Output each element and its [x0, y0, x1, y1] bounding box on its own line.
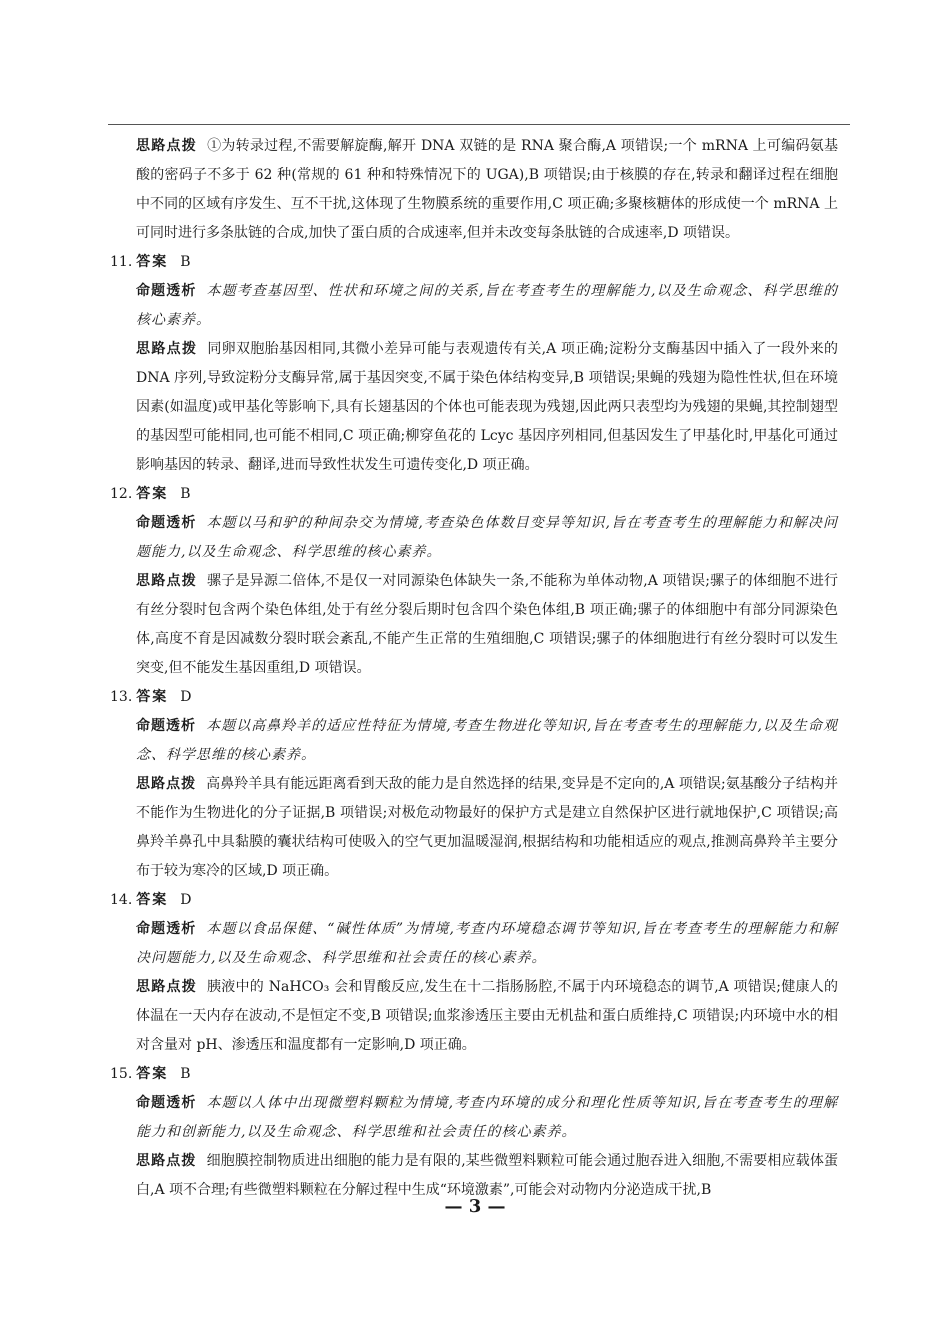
continuation-analysis: [110, 132, 838, 248]
question-number: 15.: [110, 1066, 133, 1082]
question-intro: [110, 277, 838, 335]
analysis-text: 胰液中的 NaHCO₃ 会和胃酸反应,发生在十二指肠肠腔,不属于内环境稳态的调节,A 项错误;健康人的体温在一天内存在波动,不是恒定不变,B 项错误;血浆渗透压主要由无机盐和蛋白质维持,C 项错误;内环境中水的相对含量对 pH、渗透压和温度都有一定影响,D 项正确。: [136, 979, 838, 1053]
question-analysis: [110, 567, 838, 683]
question-intro: [110, 712, 838, 770]
question-number: 14.: [110, 892, 133, 908]
answer-label: 答案: [136, 486, 169, 502]
question-intro: [110, 509, 838, 567]
answer-line: [110, 683, 838, 712]
analysis-text: 同卵双胞胎基因相同,其微小差异可能与表观遗传有关,A 项正确;淀粉分支酶基因中插入了一段外来的 DNA 序列,导致淀粉分支酶异常,属于基因突变,不属于染色体结构变异,B 项错误;果蝇的残翅为隐性性状,但在环境因素(如温度)或甲基化等影响下,具有长翅基因的个体也可能表现为残翅,因此两只表型均为残翅的果蝇,其控制翅型的基因型可能相同,也可能不相同,C 项正确;柳穿鱼花的 Lcyc 基因序列相同,但基因发生了甲基化时,甲基化可通过影响基因的转录、翻译,进而导致性状发生可遗传变化,D 项正确。: [136, 341, 838, 473]
analysis-text: 骡子是异源二倍体,不是仅一对同源染色体缺失一条,不能称为单体动物,A 项错误;骡子的体细胞不进行有丝分裂时包含两个染色体组,处于有丝分裂后期时包含四个染色体组,B 项正确;骡子的体细胞中有部分同源染色体,高度不育是因减数分裂时联会紊乱,不能产生正常的生殖细胞,C 项错误;骡子的体细胞进行有丝分裂时可以发生突变,但不能发生基因重组,D 项错误。: [136, 573, 838, 676]
answer-label: 答案: [136, 254, 169, 270]
answer-label: 答案: [136, 1066, 169, 1082]
analysis-label: 思路点拨: [136, 341, 198, 357]
analysis-label: 思路点拨: [136, 776, 197, 792]
question-intro: [110, 1089, 838, 1147]
intro-label: 命题透析: [136, 921, 197, 937]
intro-label: 命题透析: [136, 1095, 197, 1111]
intro-text: 本题考查基因型、性状和环境之间的关系,旨在考查考生的理解能力,以及生命观念、科学思维的核心素养。: [136, 283, 838, 328]
intro-text: 本题以高鼻羚羊的适应性特征为情境,考查生物进化等知识,旨在考查考生的理解能力,以及生命观念、科学思维的核心素养。: [136, 718, 838, 763]
page-content: [110, 132, 838, 1205]
question-block-15: [110, 1060, 838, 1205]
analysis-label: 思路点拨: [136, 979, 198, 995]
question-analysis: [110, 973, 838, 1060]
answer-value: D: [180, 689, 192, 705]
answer-line: [110, 886, 838, 915]
intro-text: 本题以食品保健、“碱性体质”为情境,考查内环境稳态调节等知识,旨在考查考生的理解能力和解决问题能力,以及生命观念、科学思维和社会责任的核心素养。: [136, 921, 839, 966]
answer-value: B: [180, 1066, 191, 1082]
question-block-12: [110, 480, 838, 683]
page-number: — 3 —: [444, 1196, 506, 1217]
intro-text: 本题以人体中出现微塑料颗粒为情境,考查内环境的成分和理化性质等知识,旨在考查考生的理解能力和创新能力,以及生命观念、科学思维和社会责任的核心素养。: [136, 1095, 838, 1140]
question-analysis: [110, 770, 838, 886]
answer-value: B: [180, 254, 191, 270]
answer-label: 答案: [136, 892, 169, 908]
intro-label: 命题透析: [136, 515, 197, 531]
top-rule: [108, 124, 850, 125]
analysis-label: 思路点拨: [136, 1153, 197, 1169]
answer-value: B: [180, 486, 191, 502]
answer-line: [110, 480, 838, 509]
question-number: 11.: [110, 254, 133, 270]
analysis-label: 思路点拨: [136, 138, 198, 154]
question-block-11: [110, 248, 838, 480]
answer-line: [110, 248, 838, 277]
answer-value: D: [180, 892, 192, 908]
intro-text: 本题以马和驴的种间杂交为情境,考查染色体数目变异等知识,旨在考查考生的理解能力和解决问题能力,以及生命观念、科学思维的核心素养。: [136, 515, 838, 560]
answer-line: [110, 1060, 838, 1089]
analysis-text: ①为转录过程,不需要解旋酶,解开 DNA 双链的是 RNA 聚合酶,A 项错误;一个 mRNA 上可编码氨基酸的密码子不多于 62 种(常规的 61 种和特殊情况下的 UGA),B 项错误;由于核膜的存在,转录和翻译过程在细胞中不同的区域有序发生、互不干扰,这体现了生物膜系统的重要作用,C 项正确;多聚核糖体的形成使一个 mRNA 上可同时进行多条肽链的合成,加快了蛋白质的合成速率,但并未改变每条肽链的合成速率,D 项错误。: [136, 138, 839, 241]
analysis-text: 细胞膜控制物质进出细胞的能力是有限的,某些微塑料颗粒可能会通过胞吞进入细胞,不需要相应载体蛋白,A 项不合理;有些微塑料颗粒在分解过程中生成“环境激素”,可能会对动物内分泌造成干扰,B: [136, 1153, 839, 1198]
analysis-label: 思路点拨: [136, 573, 197, 589]
answer-label: 答案: [136, 689, 169, 705]
intro-label: 命题透析: [136, 718, 197, 734]
question-block-13: [110, 683, 838, 886]
question-number: 12.: [110, 486, 133, 502]
analysis-text: 高鼻羚羊具有能远距离看到天敌的能力是自然选择的结果,变异是不定向的,A 项错误;氨基酸分子结构并不能作为生物进化的分子证据,B 项错误;对极危动物最好的保护方式是建立自然保护区进行就地保护,C 项错误;高鼻羚羊鼻孔中具黏膜的囊状结构可使吸入的空气更加温暖湿润,根据结构和功能相适应的观点,推测高鼻羚羊主要分布于较为寒冷的区域,D 项正确。: [136, 776, 838, 879]
question-analysis: [110, 335, 838, 480]
question-intro: [110, 915, 838, 973]
question-number: 13.: [110, 689, 133, 705]
question-block-14: [110, 886, 838, 1060]
intro-label: 命题透析: [136, 283, 197, 299]
